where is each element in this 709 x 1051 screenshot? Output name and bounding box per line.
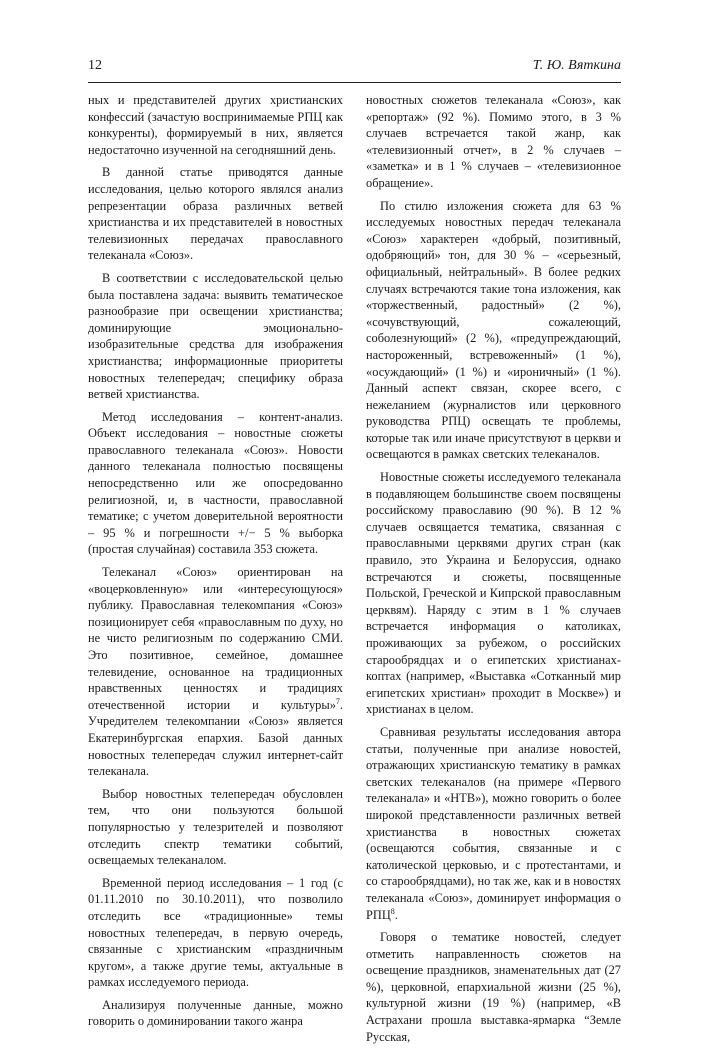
paragraph-text: Выбор новостных телепередач обусловлен тем, что они пользуются большой популярностью у телезрителей и позволяют отследить спектр тематики событий, освещаемых телеканалом. bbox=[88, 786, 343, 868]
paragraph bbox=[88, 164, 343, 264]
paragraph bbox=[366, 929, 621, 1045]
paragraph-text: Временной период исследования – 1 год (с 01.11.2010 по 30.10.2011), что позволило отследить все «традиционные» темы новостных телепередач, в первую очередь, связанные с христианским «праздничным кругом», а также другие темы, актуальные в рамках исследуемого периода. bbox=[88, 875, 343, 990]
paragraph-text: Новостные сюжеты исследуемого телеканала в подавляющем большинстве своем посвящены российскому православию (90 %). В 12 % случаев освящается тематика, связанная с православными церквями других стран (как правило, это Украина и Белоруссия, однако встречаются и сюжеты, посвященные Польской, Греческой и Кипрской православным церквям). Наряду с этим в 1 % случаев встречается информация о католиках, проживающих за рубежом, о российских старообрядцах и о египетских христианах-коптах (например, «Выставка «Сотканный мир египетских христиан» проходит в Москве») и христианах в целом. bbox=[366, 470, 621, 717]
left-column bbox=[88, 92, 343, 1051]
paragraph-text: Сравнивая результаты исследования автора статьи, полученные при анализе новостей, отражающих христианскую тематику в рамках светских телеканалов (на примере «Первого телеканала» и «НТВ»), можно говорить о более широкой представленности различных ветвей христианства в новостных сюжетах (освещаются события, связанные и с католической церковью, и с протестантами, и со старообрядцами), но так же, как и в новостях телеканала «Союз», доминирует информация о РПЦ bbox=[366, 724, 621, 922]
paragraph-text: Метод исследования – контент-анализ. Объект исследования – новостные сюжеты православного телеканала «Союз». Новости данного телеканала полностью посвящены непосредственно или же опосредованно религиозной, и, в частности, православной тематике; с учетом доверительной вероятности – 95 % и погрешности +/− 5 % выборка (простая случайная) составила 353 сюжета. bbox=[88, 409, 343, 557]
paragraph bbox=[88, 997, 343, 1030]
paragraph-text: Говоря о тематике новостей, следует отметить направленность сюжетов на освещение праздников, знаменательных дат (27 %), церковной, епархиальной жизни (25 %), культурной жизни (19 %) (например, «В Астрахани прошла выставка-ярмарка “Земле Русская, bbox=[366, 930, 621, 1044]
paragraph-text: Анализируя полученные данные, можно говорить о доминировании такого жанра bbox=[88, 997, 343, 1029]
paragraph-text: ных и представителей других христианских конфессий (зачастую воспринимаемые РПЦ как конкуренты), формируемый в них, является недостаточно изученной на сегодняшний день. bbox=[88, 93, 343, 157]
paragraph-text: Телеканал «Союз» ориентирован на «воцерковленную» или «интересующуюся» публику. Православная телекомпания «Союз» позиционирует себя «православным по духу, но не чисто религиозным по содержанию СМИ. Это позитивное, семейное, домашнее телевидение, основанное на традиционных нравственных ценностях и традициях отечественной истории и культуры» bbox=[88, 565, 343, 712]
footnote-marker: 7 bbox=[335, 696, 340, 706]
right-column bbox=[366, 92, 621, 1051]
paragraph bbox=[88, 564, 343, 780]
paragraph bbox=[88, 270, 343, 403]
paragraph-text: По стилю изложения сюжета для 63 % исследуемых новостных передач телеканала «Союз» характерен «добрый, позитивный, одобряющий» тон, для 30 % – «серьезный, официальный, нейтральный». В более редких случаях встречаются такие тона изложения, как «торжественный, радостный» (2 %), «сочувствующий, сожалеющий, соболезнующий» (2 %), «предупреждающий, настороженный, встревоженный» (1 %), «осуждающий» (1 %) и «ироничный» (1 %). Данный аспект связан, скорее всего, с нежеланием (журналистов или церковного руководства РПЦ) освещать те проблемы, которые так или иначе присутствуют в церкви и освещаются в рамках светских телеканалов. bbox=[366, 198, 621, 462]
paragraph bbox=[88, 409, 343, 558]
paragraph-text-tail: . Учредителем телекомпании «Союз» является Екатеринбургская епархия. Базой данных новостных телепередач служил интернет-сайт телеканала. bbox=[88, 697, 343, 779]
page-number: 12 bbox=[88, 58, 102, 73]
header-rule bbox=[88, 82, 621, 83]
body-columns bbox=[88, 92, 621, 1051]
page-header bbox=[88, 56, 621, 78]
paragraph bbox=[366, 92, 621, 192]
paragraph bbox=[88, 875, 343, 991]
paragraph-text-tail: . bbox=[394, 907, 398, 922]
paragraph bbox=[88, 92, 343, 158]
paragraph bbox=[366, 198, 621, 464]
paragraph-text: В данной статье приводятся данные исследования, целью которого являлся анализ репрезентации образа различных ветвей христианства и их представителей в новостных телевизионных передачах православного телеканала «Союз». bbox=[88, 165, 343, 263]
paragraph bbox=[366, 469, 621, 718]
footnote-marker: 8 bbox=[390, 906, 395, 916]
paragraph bbox=[366, 724, 621, 923]
running-head-author: Т. Ю. Вяткина bbox=[532, 58, 621, 73]
paragraph bbox=[88, 786, 343, 869]
paragraph-text: новостных сюжетов телеканала «Союз», как «репортаж» (92 %). Помимо этого, в 3 % случаев встречается такой жанр, как «телевизионный отчет», в 2 % случаев – «заметка» и в 1 % случаев – «телевизионное обращение». bbox=[366, 93, 621, 190]
paragraph-text: В соответствии с исследовательской целью была поставлена задача: выявить тематическое разнообразие при освещении христианства; доминирующие эмоционально-изобразительные средства для изображения христианства; информационные приоритеты новостных телепередач; специфику образа ветвей христианства. bbox=[88, 270, 343, 402]
